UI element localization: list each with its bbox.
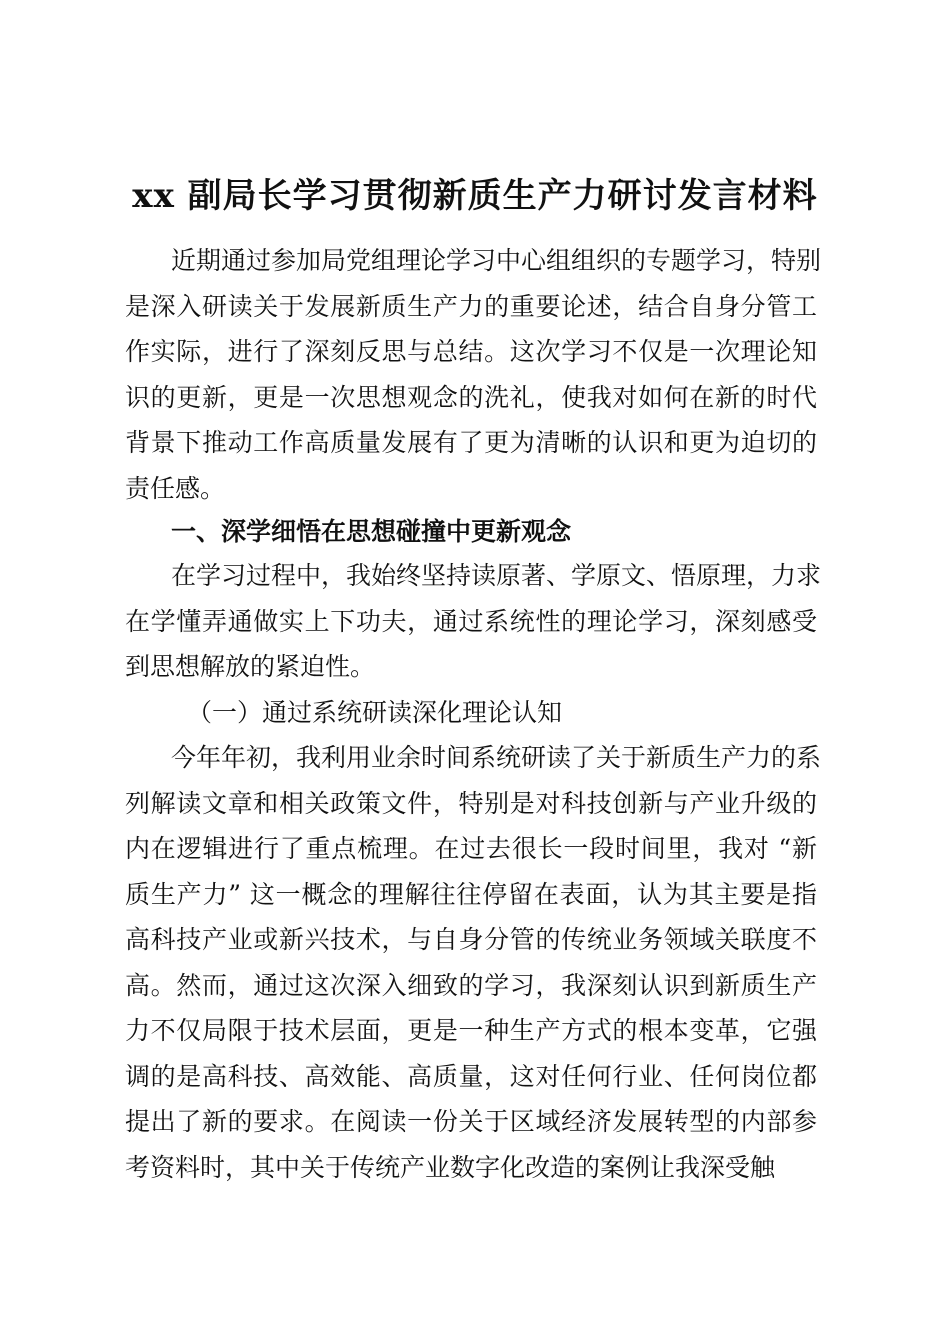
text-line: 责任感。 — [125, 473, 226, 503]
text-line: 在学懂弄通做实上下功夫，通过系统性的理论学习，深刻感受 — [125, 606, 817, 636]
intro-paragraph — [125, 238, 822, 511]
text-line: 到思想解放的紧迫性。 — [125, 652, 376, 681]
text-line: 在学习过程中，我始终坚持读原著、学原文、悟原理，力求 — [171, 561, 822, 590]
document-body — [125, 238, 822, 1190]
section-paragraph — [125, 553, 822, 690]
text-line: 识的更新，更是一次思想观念的洗礼，使我对如何在新的时代 — [125, 382, 817, 412]
subsection-paragraph — [125, 735, 822, 1190]
text-line: 高科技产业或新兴技术，与自身分管的传统业务领域关联度不 — [125, 925, 817, 954]
document-title: xx 副局长学习贯彻新质生产力研讨发言材料 — [132, 176, 818, 216]
text-line: 力不仅局限于技术层面，更是一种生产方式的根本变革，它强 — [125, 1016, 817, 1045]
text-line: 考资料时，其中关于传统产业数字化改造的案例让我深受触 — [125, 1152, 776, 1182]
text-line: 作实际，进行了深刻反思与总结。这次学习不仅是一次理论知 — [125, 337, 817, 366]
section-heading: 一、深学细悟在思想碰撞中更新观念 — [171, 517, 572, 546]
text-line: 内在逻辑进行了重点梳理。在过去很长一段时间里，我对 “新 — [125, 834, 817, 863]
text-line: 提出了新的要求。在阅读一份关于区域经济发展转型的内部参 — [125, 1107, 817, 1136]
text-line: 今年年初，我利用业余时间系统研读了关于新质生产力的系 — [171, 743, 822, 772]
text-line: 近期通过参加局党组理论学习中心组组织的专题学习，特别 — [171, 246, 822, 275]
text-line: 是深入研读关于发展新质生产力的重要论述，结合自身分管工 — [125, 291, 817, 321]
text-line: 高。然而，通过这次深入细致的学习，我深刻认识到新质生产 — [125, 970, 817, 1000]
text-line: 背景下推动工作高质量发展有了更为清晰的认识和更为迫切的 — [125, 428, 817, 457]
subsection-heading: （一）通过系统研读深化理论认知 — [187, 697, 563, 727]
text-line: 调的是高科技、高效能、高质量，这对任何行业、任何岗位都 — [125, 1061, 817, 1091]
text-line: 列解读文章和相关政策文件，特别是对科技创新与产业升级的 — [125, 788, 817, 818]
text-line: 质生产力” 这一概念的理解往往停留在表面，认为其主要是指 — [125, 879, 817, 909]
